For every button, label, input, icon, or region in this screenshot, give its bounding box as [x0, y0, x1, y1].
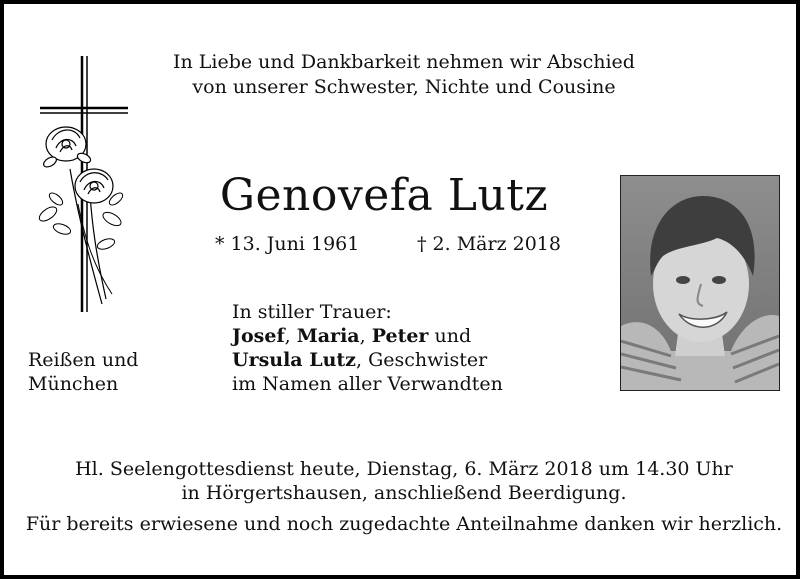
separator: , — [284, 325, 297, 347]
thanks-line: Für bereits erwiesene und noch zugedachte Anteilnahme danken wir herzlich. — [25, 513, 783, 535]
relatives-line: im Namen aller Verwandten — [232, 373, 503, 395]
conjunction: und — [428, 325, 472, 347]
mourners-names — [232, 324, 471, 348]
place-line-2: München — [28, 373, 119, 395]
place-line-1: Reißen und — [28, 349, 139, 371]
service-info-line-2: in Hörgertshausen, anschließend Beerdigung. — [181, 482, 627, 504]
service-info-line-1: Hl. Seelengottesdienst heute, Dienstag, 6. März 2018 um 14.30 Uhr — [75, 458, 733, 480]
headline-line-2: von unserer Schwester, Nichte und Cousine — [192, 76, 616, 98]
birth-date: * 13. Juni 1961 — [215, 233, 360, 255]
mourners-ursula-line — [232, 348, 487, 372]
mourner-josef: Josef — [232, 325, 285, 347]
siblings-label: , Geschwister — [355, 349, 488, 371]
separator: , — [359, 325, 372, 347]
mourning-intro: In stiller Trauer: — [232, 301, 392, 323]
deceased-name: Genovefa Lutz — [219, 170, 549, 221]
mourner-peter: Peter — [371, 325, 429, 347]
portrait-photo — [620, 175, 780, 391]
death-date: † 2. März 2018 — [417, 233, 561, 255]
mourner-maria: Maria — [296, 325, 360, 347]
mourner-ursula: Ursula Lutz — [232, 349, 356, 371]
headline-line-1: In Liebe und Dankbarkeit nehmen wir Abschied — [173, 51, 635, 73]
